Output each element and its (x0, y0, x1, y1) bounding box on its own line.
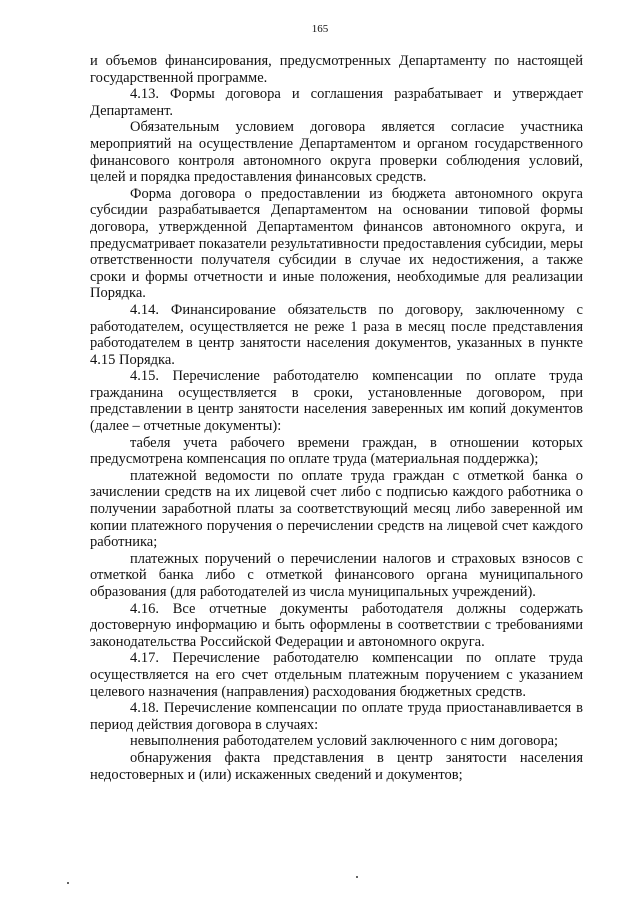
paragraph: 4.18. Перечисление компенсации по оплате труда приостанавливается в период действия договора в случаях: (90, 700, 583, 733)
paragraph: невыполнения работодателем условий заключенного с ним договора; (130, 733, 559, 750)
paragraph: 4.15. Перечисление работодателю компенсации по оплате труда гражданина осуществляется в сроки, установленные договором, при представлении в центр занятости населения заверенных им копий документов (далее – отчетные документы): (90, 368, 583, 435)
paragraph: 4.13. Формы договора и соглашения разрабатывает и утверждает Департамент. (90, 86, 583, 119)
paragraph: 4.16. Все отчетные документы работодателя должны содержать достоверную информацию и быть оформлены в соответствии с требованиями законодательства Российской Федерации и автономного округа. (90, 600, 583, 650)
scan-speck (356, 876, 358, 878)
paragraph: обнаружения факта представления в центр занятости населения недостоверных и (или) искаженных сведений и документов; (90, 749, 583, 783)
paragraph: платежных поручений о перечислении налогов и страховых взносов с отметкой банка либо с отметкой финансового органа муниципального образования (для работодателей из числа муниципальных учреждений). (90, 550, 583, 600)
paragraph: платежной ведомости по оплате труда граждан с отметкой банка о зачислении средств на их лицевой счет либо с подписью каждого работника о получении заработной платы за соответствующий месяц либо заверенной им копии платежного поручения о перечислении средств на лицевой счет каждого работника; (90, 467, 583, 551)
paragraph: и объемов финансирования, предусмотренных Департаменту по настоящей государственной программе. (90, 53, 583, 86)
document-body (90, 53, 583, 783)
paragraph: Форма договора о предоставлении из бюджета автономного округа субсидии разрабатывается Департаментом на основании типовой формы договора, утвержденной Департаментом финансов автономного округа, и предусматривает показатели результативности предоставления субсидии, меры ответственности получателя субсидии в случае их недостижения, а также сроки и формы отчетности и иные положения, необходимые для реализации Порядка. (90, 185, 583, 302)
page-number: 165 (311, 23, 329, 35)
paragraph: 4.14. Финансирование обязательств по договору, заключенному с работодателем, осуществляется не реже 1 раза в месяц после представления работодателем в центр занятости населения документов, указанных в пункте 4.15 Порядка. (90, 301, 583, 368)
paragraph: 4.17. Перечисление работодателю компенсации по оплате труда осуществляется на его счет отдельным платежным поручением с указанием целевого назначения (направления) расходования бюджетных средств. (90, 650, 583, 700)
paragraph: табеля учета рабочего времени граждан, в отношении которых предусмотрена компенсация по оплате труда (материальная поддержка); (90, 434, 583, 468)
scan-speck (67, 882, 69, 884)
paragraph: Обязательным условием договора является согласие участника мероприятий на осуществление Департаментом и органом государственного финансового контроля автономного округа проверки соблюдения условий, целей и порядка предоставления финансовых средств. (90, 119, 583, 186)
